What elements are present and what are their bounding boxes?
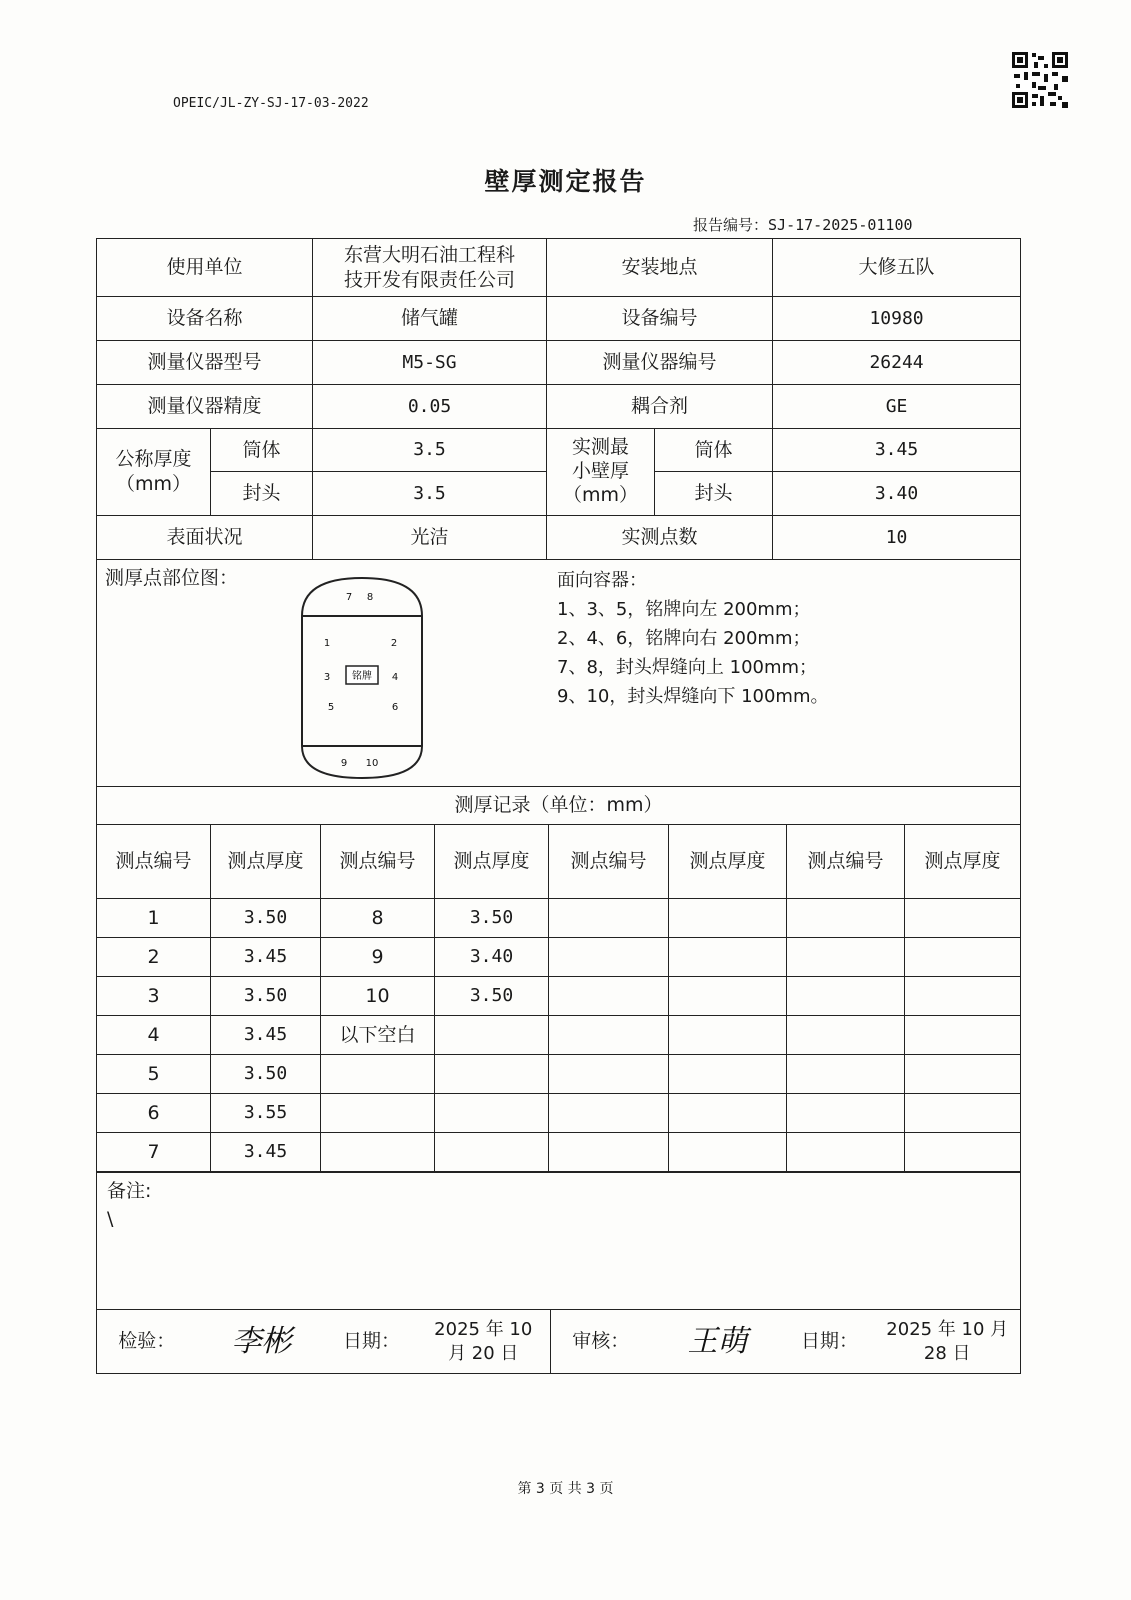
- page-footer: 第 3 页 共 3 页: [517, 1481, 614, 1497]
- cell: [435, 1055, 549, 1094]
- couplant-label: 耦合剂: [547, 385, 773, 429]
- inspect-date-label: 日期：: [327, 1310, 417, 1374]
- review-label: 审核：: [551, 1310, 651, 1374]
- point-count-label: 实测点数: [547, 516, 773, 560]
- diagram-cell: [97, 560, 1021, 787]
- remarks-cell: [97, 1173, 1021, 1310]
- diagram-point: 9: [340, 758, 348, 769]
- nominal-head-value: 3.5: [313, 472, 547, 516]
- page-title: 壁厚测定报告: [484, 167, 647, 196]
- cell: [787, 899, 905, 938]
- cell: 3.50: [211, 977, 321, 1016]
- cell: [669, 1055, 787, 1094]
- cell: 3.45: [211, 1016, 321, 1055]
- nominal-thickness-label: 公称厚度 （mm）: [97, 429, 211, 516]
- measured-shell-label: 筒体: [655, 429, 773, 472]
- cell: [549, 1133, 669, 1172]
- diagram-point: 8: [366, 592, 374, 603]
- review-date-label: 日期：: [785, 1310, 875, 1374]
- table-row: [97, 1094, 1021, 1133]
- cell: 3.50: [435, 977, 549, 1016]
- thickness-records-table: [96, 786, 1021, 1172]
- cell: [321, 1055, 435, 1094]
- note-line: 9、10，封头焊缝向下 100mm。: [557, 686, 829, 707]
- diagram-point: 3: [323, 672, 331, 683]
- instrument-precision-value: 0.05: [313, 385, 547, 429]
- col-header: 测点厚度: [435, 825, 549, 899]
- cell: [787, 1133, 905, 1172]
- cell: [669, 899, 787, 938]
- cell: 3.45: [211, 1133, 321, 1172]
- records-header-row: [97, 825, 1021, 899]
- col-header: 测点厚度: [211, 825, 321, 899]
- reviewer-signature: 王萌: [651, 1310, 785, 1374]
- measured-shell-value: 3.45: [773, 429, 1021, 472]
- install-location-value: 大修五队: [773, 239, 1021, 297]
- cell: [669, 1016, 787, 1055]
- cell: [435, 1094, 549, 1133]
- table-row: [97, 899, 1021, 938]
- info-table: [96, 238, 1021, 787]
- cell: [549, 899, 669, 938]
- instrument-no-value: 26244: [773, 341, 1021, 385]
- surface-value: 光洁: [313, 516, 547, 560]
- cell: [549, 1094, 669, 1133]
- instrument-model-value: M5-SG: [313, 341, 547, 385]
- review-date-value: 2025 年 10 月 28 日: [875, 1310, 1021, 1374]
- diagram-label: 测厚点部位图：: [105, 567, 239, 589]
- diagram-point: 6: [391, 702, 399, 713]
- diagram-point: 2: [390, 638, 398, 649]
- equipment-no-value: 10980: [773, 297, 1021, 341]
- nominal-shell-label: 筒体: [211, 429, 313, 472]
- surface-label: 表面状况: [97, 516, 313, 560]
- cell: [321, 1133, 435, 1172]
- diagram-notes: [557, 566, 829, 711]
- col-header: 测点编号: [787, 825, 905, 899]
- cell: [905, 1133, 1021, 1172]
- inspector-signature: 李彬: [197, 1310, 327, 1374]
- table-row: [97, 1133, 1021, 1172]
- user-unit-label: 使用单位: [97, 239, 313, 297]
- point-count-value: 10: [773, 516, 1021, 560]
- cell: [905, 938, 1021, 977]
- cell: 1: [97, 899, 211, 938]
- cell: [905, 1016, 1021, 1055]
- couplant-value: GE: [773, 385, 1021, 429]
- diagram-point: 4: [391, 672, 399, 683]
- cell: [787, 977, 905, 1016]
- vessel-diagram: [297, 572, 427, 782]
- cell: [549, 938, 669, 977]
- measured-head-value: 3.40: [773, 472, 1021, 516]
- cell: 3.45: [211, 938, 321, 977]
- measured-head-label: 封头: [655, 472, 773, 516]
- records-title: 测厚记录（单位：mm）: [97, 787, 1021, 825]
- cell: 8: [321, 899, 435, 938]
- cell: 3.50: [211, 899, 321, 938]
- cell: [321, 1094, 435, 1133]
- cell: [549, 1016, 669, 1055]
- table-row: [97, 977, 1021, 1016]
- nameplate-text: 铭牌: [352, 671, 372, 682]
- cell: [787, 1055, 905, 1094]
- nominal-shell-value: 3.5: [313, 429, 547, 472]
- cell: [669, 1094, 787, 1133]
- col-header: 测点厚度: [905, 825, 1021, 899]
- cell: [669, 938, 787, 977]
- cell: [549, 1055, 669, 1094]
- table-row: [97, 938, 1021, 977]
- col-header: 测点编号: [321, 825, 435, 899]
- note-line: 2、4、6，铭牌向右 200mm；: [557, 628, 811, 649]
- table-row: [97, 1055, 1021, 1094]
- remarks-value: \: [107, 1208, 114, 1230]
- col-header: 测点编号: [97, 825, 211, 899]
- cell: 3.50: [211, 1055, 321, 1094]
- user-unit-value: 东营大明石油工程科 技开发有限责任公司: [313, 239, 547, 297]
- note-line: 1、3、5，铭牌向左 200mm；: [557, 599, 811, 620]
- cell: [549, 977, 669, 1016]
- cell: [905, 1094, 1021, 1133]
- cell: 3.50: [435, 899, 549, 938]
- report-number: 报告编号：SJ-17-2025-01100: [693, 216, 913, 234]
- cell: [905, 1055, 1021, 1094]
- qr-code-icon: [1010, 50, 1070, 110]
- diagram-point: 7: [345, 592, 353, 603]
- remarks-signoff-table: [96, 1172, 1021, 1374]
- diagram-point: 5: [327, 702, 335, 713]
- cell: 3.55: [211, 1094, 321, 1133]
- cell: 3: [97, 977, 211, 1016]
- cell: [905, 977, 1021, 1016]
- diagram-point: 1: [323, 638, 331, 649]
- instrument-no-label: 测量仪器编号: [547, 341, 773, 385]
- cell: 5: [97, 1055, 211, 1094]
- cell: [905, 899, 1021, 938]
- nominal-head-label: 封头: [211, 472, 313, 516]
- notes-title: 面向容器：: [557, 570, 647, 591]
- cell: [787, 938, 905, 977]
- diagram-point: 10: [365, 758, 379, 769]
- measured-min-label: 实测最 小壁厚 （mm）: [547, 429, 655, 516]
- cell: [787, 1016, 905, 1055]
- cell: [787, 1094, 905, 1133]
- cell: 2: [97, 938, 211, 977]
- col-header: 测点编号: [549, 825, 669, 899]
- instrument-model-label: 测量仪器型号: [97, 341, 313, 385]
- col-header: 测点厚度: [669, 825, 787, 899]
- equipment-no-label: 设备编号: [547, 297, 773, 341]
- equipment-name-value: 储气罐: [313, 297, 547, 341]
- note-line: 7、8，封头焊缝向上 100mm；: [557, 657, 818, 678]
- equipment-name-label: 设备名称: [97, 297, 313, 341]
- cell: 3.40: [435, 938, 549, 977]
- cell: 7: [97, 1133, 211, 1172]
- inspect-date-value: 2025 年 10 月 20 日: [417, 1310, 551, 1374]
- cell: 10: [321, 977, 435, 1016]
- signoff-row: [97, 1310, 1021, 1374]
- document-code: OPEIC/JL-ZY-SJ-17-03-2022: [173, 96, 369, 111]
- cell: [435, 1133, 549, 1172]
- cell: 9: [321, 938, 435, 977]
- cell: 6: [97, 1094, 211, 1133]
- blank-below-marker: 以下空白: [321, 1016, 435, 1055]
- remarks-label: 备注:: [107, 1180, 152, 1202]
- cell: [669, 1133, 787, 1172]
- cell: [435, 1016, 549, 1055]
- table-row: [97, 1016, 1021, 1055]
- instrument-precision-label: 测量仪器精度: [97, 385, 313, 429]
- inspect-label: 检验：: [97, 1310, 197, 1374]
- cell: 4: [97, 1016, 211, 1055]
- install-location-label: 安装地点: [547, 239, 773, 297]
- cell: [669, 977, 787, 1016]
